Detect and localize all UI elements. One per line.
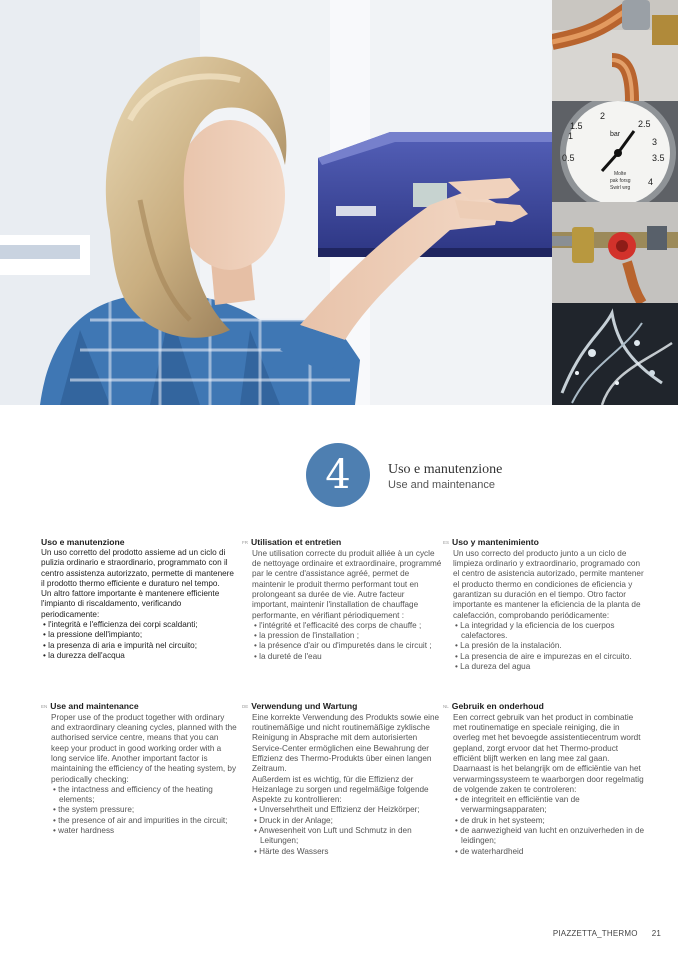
column-title: NL Gebruik en onderhoud xyxy=(443,701,544,711)
column-list xyxy=(443,795,645,857)
gauge-tick-label: 3.5 xyxy=(652,153,665,163)
page-footer xyxy=(553,929,661,938)
gauge-tick-label: 0.5 xyxy=(562,153,575,163)
list-item: • l'intégrité et l'efficacité des corps de chauffe ; xyxy=(252,621,442,631)
list-item: • la pressione dell'impianto; xyxy=(41,630,237,640)
column-de xyxy=(242,701,442,857)
column-fr xyxy=(242,537,442,662)
column-title: EN Use and maintenance xyxy=(41,701,139,711)
column-paragraph: Proper use of the product together with ordinary and extraordinary cleaning cycles, planned with the authorised service centre, means that you can keep your product in good working order with a long service life. Another important factor is maintaining the efficiency of the heating system, by periodically checking: xyxy=(51,712,237,784)
hero-photo xyxy=(0,0,552,405)
column-paragraph: Een correct gebruik van het product in combinatie met routinematige en speciale reiniging, die in overleg met het bevoegde assistentiecentrum wordt gepland, zorgt ervoor dat het Thermo-product efficiënt blijft werken en lang mee zal gaan. Daarnaast is het belangrijk om de efficiëntie van het verwarmingssysteem te waarborgen door regelmatig de volgende zaken te controleren: xyxy=(453,712,644,794)
list-item: • l'integrità e l'efficienza dei corpi scaldanti; xyxy=(41,620,237,630)
column-it xyxy=(41,537,237,661)
section-title: Uso e manutenzione xyxy=(388,462,503,477)
column-paragraph: Un uso correcto del producto junto a un ciclo de limpieza ordinario y extraordinario, programado con el centro de asistencia autorizado, permite mantener el producto thermo en condiciones de eficiencia y garantizan su duración en el tiempo. Otro factor importante es mantener la eficiencia de la planta de calefacción, comprobando periódicamente: xyxy=(453,548,644,620)
list-item: • de aanwezigheid van lucht en onzuiverheden in de leidingen; xyxy=(453,826,645,847)
column-list xyxy=(242,621,442,662)
list-item: • the intactness and efficiency of the heating elements; xyxy=(51,785,237,806)
gauge-unit: bar xyxy=(610,131,621,138)
page-number: 21 xyxy=(651,929,661,938)
list-item: • de integriteit en efficiëntie van de verwarmingsapparaten; xyxy=(453,795,645,816)
gauge-tick-label: 1.5 xyxy=(570,121,583,131)
list-item: • La presión de la instalación. xyxy=(453,641,645,651)
list-item: • la pression de l'installation ; xyxy=(252,631,442,641)
language-code: NL xyxy=(443,703,449,709)
column-en xyxy=(41,701,237,836)
column-paragraph: Un altro fattore importante è mantenere efficiente l'impianto di riscaldamento, verificando periodicamente: xyxy=(41,589,220,619)
gauge-tick-label: 3 xyxy=(652,137,658,147)
gauge-caption: pak forsg xyxy=(610,178,631,184)
column-paragraph: Eine korrekte Verwendung des Produkts sowie eine routinemäßige und nicht routinemäßige zyklische Reinigung in Absprache mit dem autorisierten Service-Center ermöglichen eine Bewahrung der Effizienz des Thermo-Produkts über einen langen Zeitraum. xyxy=(252,712,440,774)
gauge-tick-label: 2.5 xyxy=(638,119,651,129)
gauge-caption: Swirl wrg xyxy=(610,185,631,191)
section-number-badge: 4 xyxy=(306,443,370,507)
gauge-tick-label: 1 xyxy=(568,131,574,141)
column-paragraph: Außerdem ist es wichtig, für die Effizienz der Heizanlage zu sorgen und regelmäßige folgende Aspekte zu kontrollieren: xyxy=(252,774,429,805)
gauge-tick-label: 4 xyxy=(648,177,654,187)
thumbnail-valves xyxy=(552,202,678,303)
list-item: • la presenza di aria e impurità nel circuito; xyxy=(41,641,237,651)
list-item: • water hardness xyxy=(51,826,237,836)
list-item: • Härte des Wassers xyxy=(252,847,442,857)
thumbnail-strip xyxy=(552,0,678,405)
column-title: ES Uso y mantenimiento xyxy=(443,537,539,547)
list-item: • la durezza dell'acqua xyxy=(41,651,237,661)
column-title: DE Verwendung und Wartung xyxy=(242,701,358,711)
thumbnail-water-splash xyxy=(552,303,678,405)
column-es xyxy=(443,537,645,672)
section-subtitle: Use and maintenance xyxy=(388,479,496,491)
list-item: • Druck in der Anlage; xyxy=(252,816,442,826)
list-item: • de waterhardheid xyxy=(453,847,645,857)
list-item: • the system pressure; xyxy=(51,805,237,815)
list-item: • La dureza del agua xyxy=(453,662,645,672)
language-code: FR xyxy=(242,539,248,545)
list-item: • La presencia de aire e impurezas en el circuito. xyxy=(453,652,645,662)
column-list xyxy=(443,621,645,672)
list-item: • the presence of air and impurities in the circuit; xyxy=(51,816,237,826)
column-list xyxy=(41,785,237,836)
list-item: • Anwesenheit von Luft und Schmutz in den Leitungen; xyxy=(252,826,442,847)
list-item: • la dureté de l'eau xyxy=(252,652,442,662)
language-code: DE xyxy=(242,703,249,709)
gauge-tick-label: 2 xyxy=(600,111,606,121)
list-item: • de druk in het systeem; xyxy=(453,816,645,826)
column-title: Uso e manutenzione xyxy=(41,537,125,547)
list-item: • Unversehrtheit und Effizienz der Heizkörper; xyxy=(252,805,442,815)
column-list xyxy=(41,620,237,661)
gauge-caption: Molte xyxy=(614,171,627,177)
footer-brand: PIAZZETTA_THERMO xyxy=(552,929,638,938)
column-title: FR Utilisation et entretien xyxy=(242,537,342,547)
thumbnail-pressure-gauge xyxy=(552,101,678,202)
column-nl xyxy=(443,701,645,857)
language-code: ES xyxy=(443,539,450,545)
list-item: • La integridad y la eficiencia de los cuerpos calefactores. xyxy=(453,621,645,642)
column-paragraph: Une utilisation correcte du produit alliée à un cycle de nettoyage ordinaire et extraordinaire, programmé par le centre d'assistance agréé, permet de maintenir le produit thermo performant tout en prolongeant sa durée de vie. Autre facteur important, maintenir l'installation de chauffage performante, en vérifiant périodiquement : xyxy=(252,548,442,620)
column-list xyxy=(242,805,442,856)
language-code: EN xyxy=(41,703,48,709)
column-paragraph: Un uso corretto del prodotto assieme ad un ciclo di pulizia ordinario e straordinario, programmato con il centro assistenza autorizzato, permette di mantenere il prodotto thermo efficiente e duraturo nel tempo. xyxy=(41,548,234,588)
list-item: • la présence d'air ou d'impuretés dans le circuit ; xyxy=(252,641,442,651)
thumbnail-copper-pipes xyxy=(552,0,678,101)
